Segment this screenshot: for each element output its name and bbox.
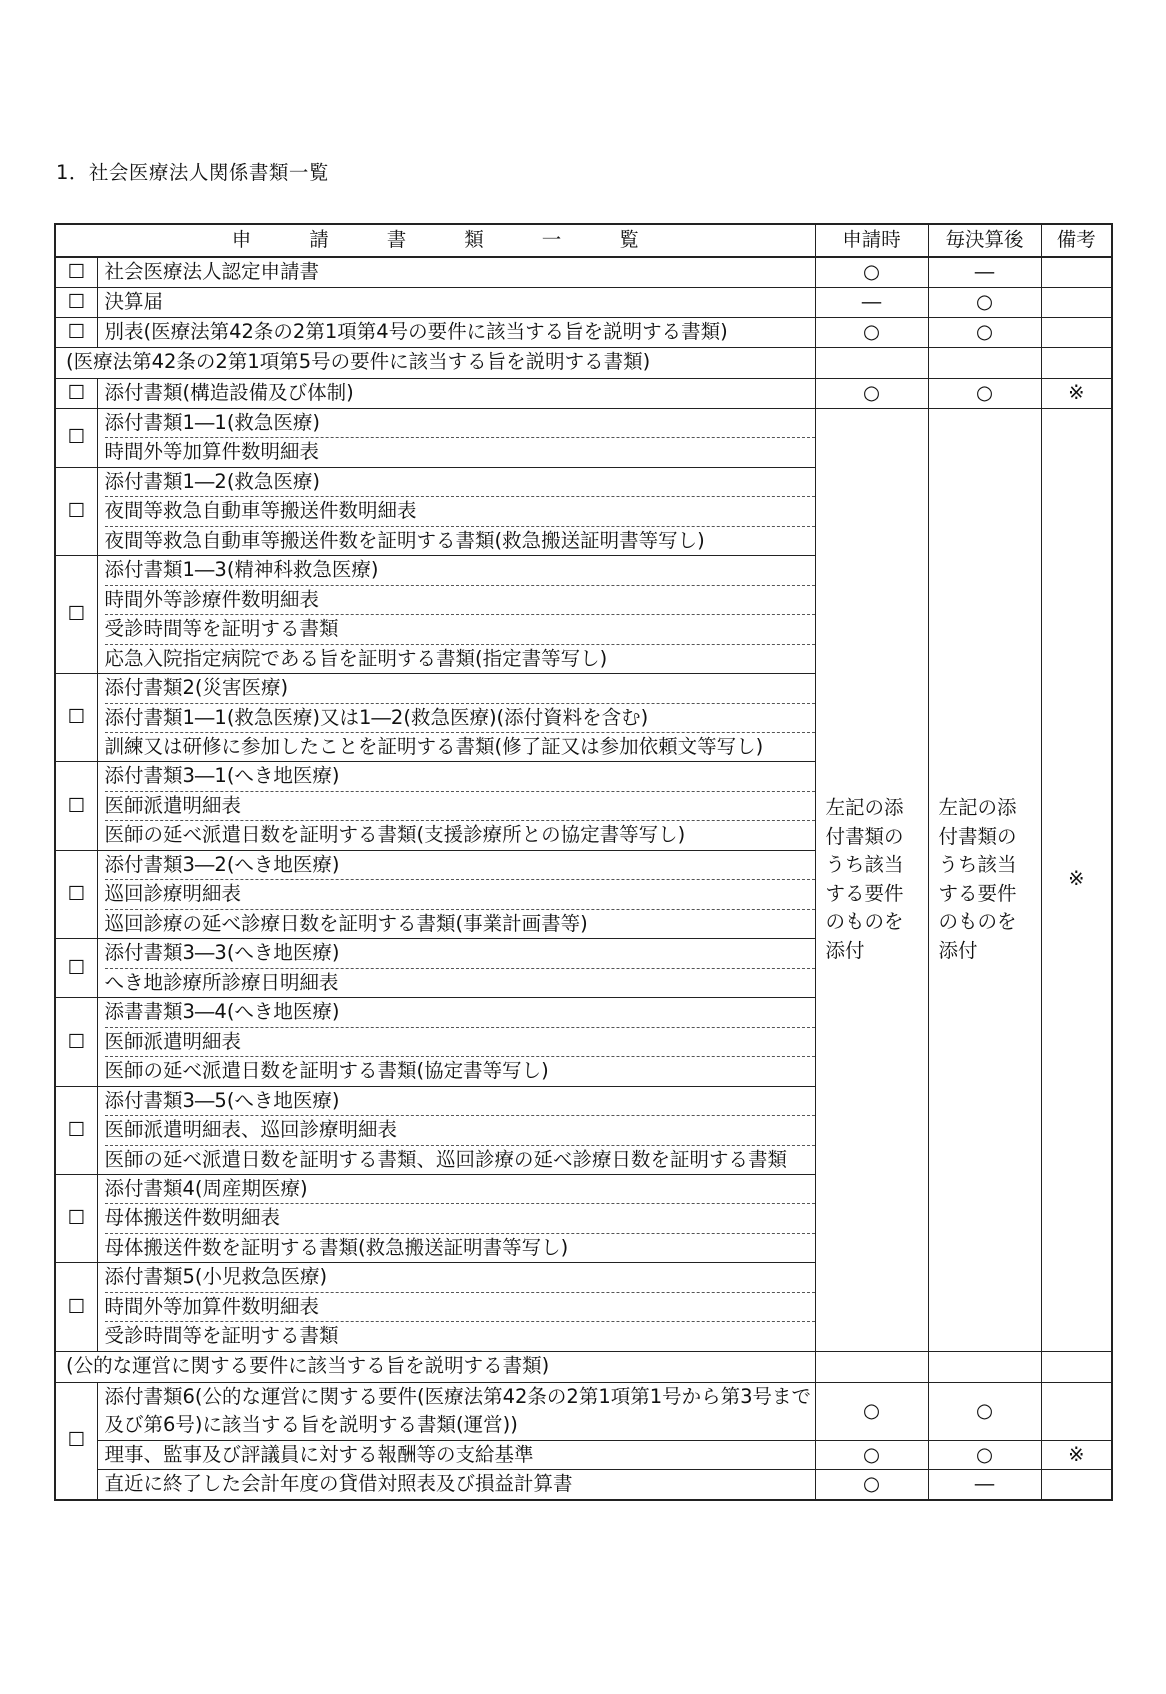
document-line: へき地診療所診療日明細表 <box>104 970 339 994</box>
document-line: 添付書類4(周産期医療) <box>105 1175 815 1205</box>
checkbox[interactable]: ☐ <box>55 674 97 762</box>
note-mark: ※ <box>1041 378 1112 408</box>
document-line: 夜間等救急自動車等搬送件数を証明する書類(救急搬送証明書等写し) <box>104 528 705 552</box>
yearly-attach-note: 左記の添付書類のうち該当する要件のものを添付 <box>928 408 1041 1351</box>
checkbox[interactable]: ☐ <box>55 556 97 674</box>
empty-cell <box>1041 1351 1112 1382</box>
checkbox[interactable]: ☐ <box>55 850 97 939</box>
document-line: 添付書類3―3(へき地医療) <box>105 939 815 969</box>
table-row <box>55 408 1112 467</box>
apply-mark: ○ <box>815 317 928 347</box>
document-group <box>97 998 815 1087</box>
page-title: 1．社会医療法人関係書類一覧 <box>56 161 329 184</box>
header-yearly: 毎決算後 <box>928 224 1041 257</box>
yearly-mark: ○ <box>928 1382 1041 1440</box>
table-row <box>55 287 1112 317</box>
document-line: 医師の延べ派遣日数を証明する書類(支援診療所との協定書等写し) <box>104 823 686 846</box>
empty-cell <box>815 1351 928 1382</box>
note-mark: ※ <box>1041 408 1112 1351</box>
yearly-mark: ○ <box>928 317 1041 347</box>
document-list-table <box>54 223 1113 1501</box>
document-group <box>97 556 815 674</box>
document-group <box>97 467 815 556</box>
document-line: 医師派遣明細表 <box>105 1028 815 1058</box>
document-line: 時間外等加算件数明細表 <box>104 440 320 463</box>
checkbox[interactable]: ☐ <box>55 287 97 317</box>
checkbox[interactable]: ☐ <box>55 408 97 467</box>
document-line: 添付書類1―2(救急医療) <box>105 468 815 498</box>
empty-cell <box>928 347 1041 378</box>
checkbox[interactable]: ☐ <box>55 1174 97 1263</box>
document-group <box>97 1086 815 1174</box>
document-name: 決算届 <box>97 287 815 317</box>
document-line: 添付書類3―5(へき地医療) <box>105 1087 815 1117</box>
document-line: 受診時間等を証明する書類 <box>104 1324 339 1347</box>
header-note: 備考 <box>1041 224 1112 257</box>
note-mark <box>1041 317 1112 347</box>
document-group <box>97 1174 815 1263</box>
empty-cell <box>815 347 928 378</box>
empty-cell <box>1041 347 1112 378</box>
document-name: 添付書類(構造設備及び体制) <box>97 378 815 408</box>
document-line: 医師派遣明細表、巡回診療明細表 <box>105 1116 815 1146</box>
document-line: 医師の延べ派遣日数を証明する書類、巡回診療の延べ診療日数を証明する書類 <box>104 1147 788 1171</box>
document-name: 直近に終了した会計年度の貸借対照表及び損益計算書 <box>97 1470 815 1500</box>
document-group <box>97 762 815 851</box>
note-mark <box>1041 257 1112 287</box>
checkbox[interactable]: ☐ <box>55 378 97 408</box>
document-line: 時間外等診療件数明細表 <box>105 586 815 616</box>
document-group <box>97 1263 815 1352</box>
checkbox[interactable]: ☐ <box>55 467 97 556</box>
checkbox[interactable]: ☐ <box>55 998 97 1087</box>
document-line: 受診時間等を証明する書類 <box>105 615 815 645</box>
checkbox[interactable]: ☐ <box>55 317 97 347</box>
apply-mark: ○ <box>815 257 928 287</box>
checkbox[interactable]: ☐ <box>55 939 97 998</box>
section-row <box>55 347 1112 378</box>
note-mark <box>1041 1470 1112 1500</box>
yearly-mark: ○ <box>928 287 1041 317</box>
apply-attach-note: 左記の添付書類のうち該当する要件のものを添付 <box>815 408 928 1351</box>
section-heading: (医療法第42条の2第1項第5号の要件に該当する旨を説明する書類) <box>55 347 815 378</box>
checkbox[interactable]: ☐ <box>55 1086 97 1174</box>
empty-cell <box>928 1351 1041 1382</box>
note-mark: ※ <box>1041 1440 1112 1470</box>
section-row <box>55 1351 1112 1382</box>
document-line: 応急入院指定病院である旨を証明する書類(指定書等写し) <box>104 646 608 670</box>
table-row <box>55 1382 1112 1440</box>
note-mark <box>1041 287 1112 317</box>
document-line: 添付書類3―2(へき地医療) <box>105 851 815 881</box>
document-line: 母体搬送件数明細表 <box>105 1204 815 1234</box>
checkbox[interactable]: ☐ <box>55 257 97 287</box>
document-line: 医師派遣明細表 <box>105 792 815 822</box>
document-line: 添付書類1―1(救急医療)又は1―2(救急医療)(添付資料を含む) <box>105 704 815 734</box>
apply-mark: ― <box>815 287 928 317</box>
document-name: 社会医療法人認定申請書 <box>97 257 815 287</box>
apply-mark: ○ <box>815 378 928 408</box>
section-heading: (公的な運営に関する要件に該当する旨を説明する書類) <box>55 1351 815 1382</box>
yearly-mark: ― <box>928 257 1041 287</box>
document-line: 添付書類1―1(救急医療) <box>105 409 815 439</box>
document-line: 巡回診療の延べ診療日数を証明する書類(事業計画書等) <box>104 911 588 935</box>
document-line: 添付書類3―1(へき地医療) <box>105 762 815 792</box>
document-line: 添付書類1―3(精神科救急医療) <box>105 556 815 586</box>
document-group <box>97 674 815 762</box>
document-line: 母体搬送件数を証明する書類(救急搬送証明書等写し) <box>104 1235 569 1259</box>
document-line: 添付書類2(災害医療) <box>105 674 815 704</box>
yearly-mark: ― <box>928 1470 1041 1500</box>
document-name: 添付書類6(公的な運営に関する要件(医療法第42条の2第1項第1号から第3号まで及び第6号)に該当する旨を説明する書類(運営)) <box>97 1382 815 1440</box>
document-name: 別表(医療法第42条の2第1項第4号の要件に該当する旨を説明する書類) <box>97 317 815 347</box>
apply-mark: ○ <box>815 1440 928 1470</box>
yearly-mark: ○ <box>928 1440 1041 1470</box>
document-group <box>97 850 815 939</box>
document-name: 理事、監事及び評議員に対する報酬等の支給基準 <box>97 1440 815 1470</box>
header-apply: 申請時 <box>815 224 928 257</box>
header-documents: 申請書類一覧 <box>55 224 815 257</box>
checkbox[interactable]: ☐ <box>55 762 97 851</box>
document-line: 添書書類3―4(へき地医療) <box>105 998 815 1028</box>
document-line: 巡回診療明細表 <box>105 880 815 910</box>
document-line: 夜間等救急自動車等搬送件数明細表 <box>105 497 815 527</box>
checkbox[interactable]: ☐ <box>55 1382 97 1500</box>
document-group <box>97 939 815 998</box>
checkbox[interactable]: ☐ <box>55 1263 97 1352</box>
document-line: 医師の延べ派遣日数を証明する書類(協定書等写し) <box>104 1059 549 1082</box>
yearly-mark: ○ <box>928 378 1041 408</box>
table-row <box>55 1470 1112 1500</box>
table-header <box>55 224 1112 257</box>
apply-mark: ○ <box>815 1382 928 1440</box>
document-line: 訓練又は研修に参加したことを証明する書類(修了証又は参加依頼文等写し) <box>104 735 764 758</box>
document-line: 時間外等加算件数明細表 <box>105 1293 815 1323</box>
note-mark <box>1041 1382 1112 1440</box>
apply-mark: ○ <box>815 1470 928 1500</box>
table-row <box>55 378 1112 408</box>
document-group <box>97 408 815 467</box>
document-line: 添付書類5(小児救急医療) <box>105 1263 815 1293</box>
table-row <box>55 257 1112 287</box>
table-row <box>55 1440 1112 1470</box>
table-row <box>55 317 1112 347</box>
